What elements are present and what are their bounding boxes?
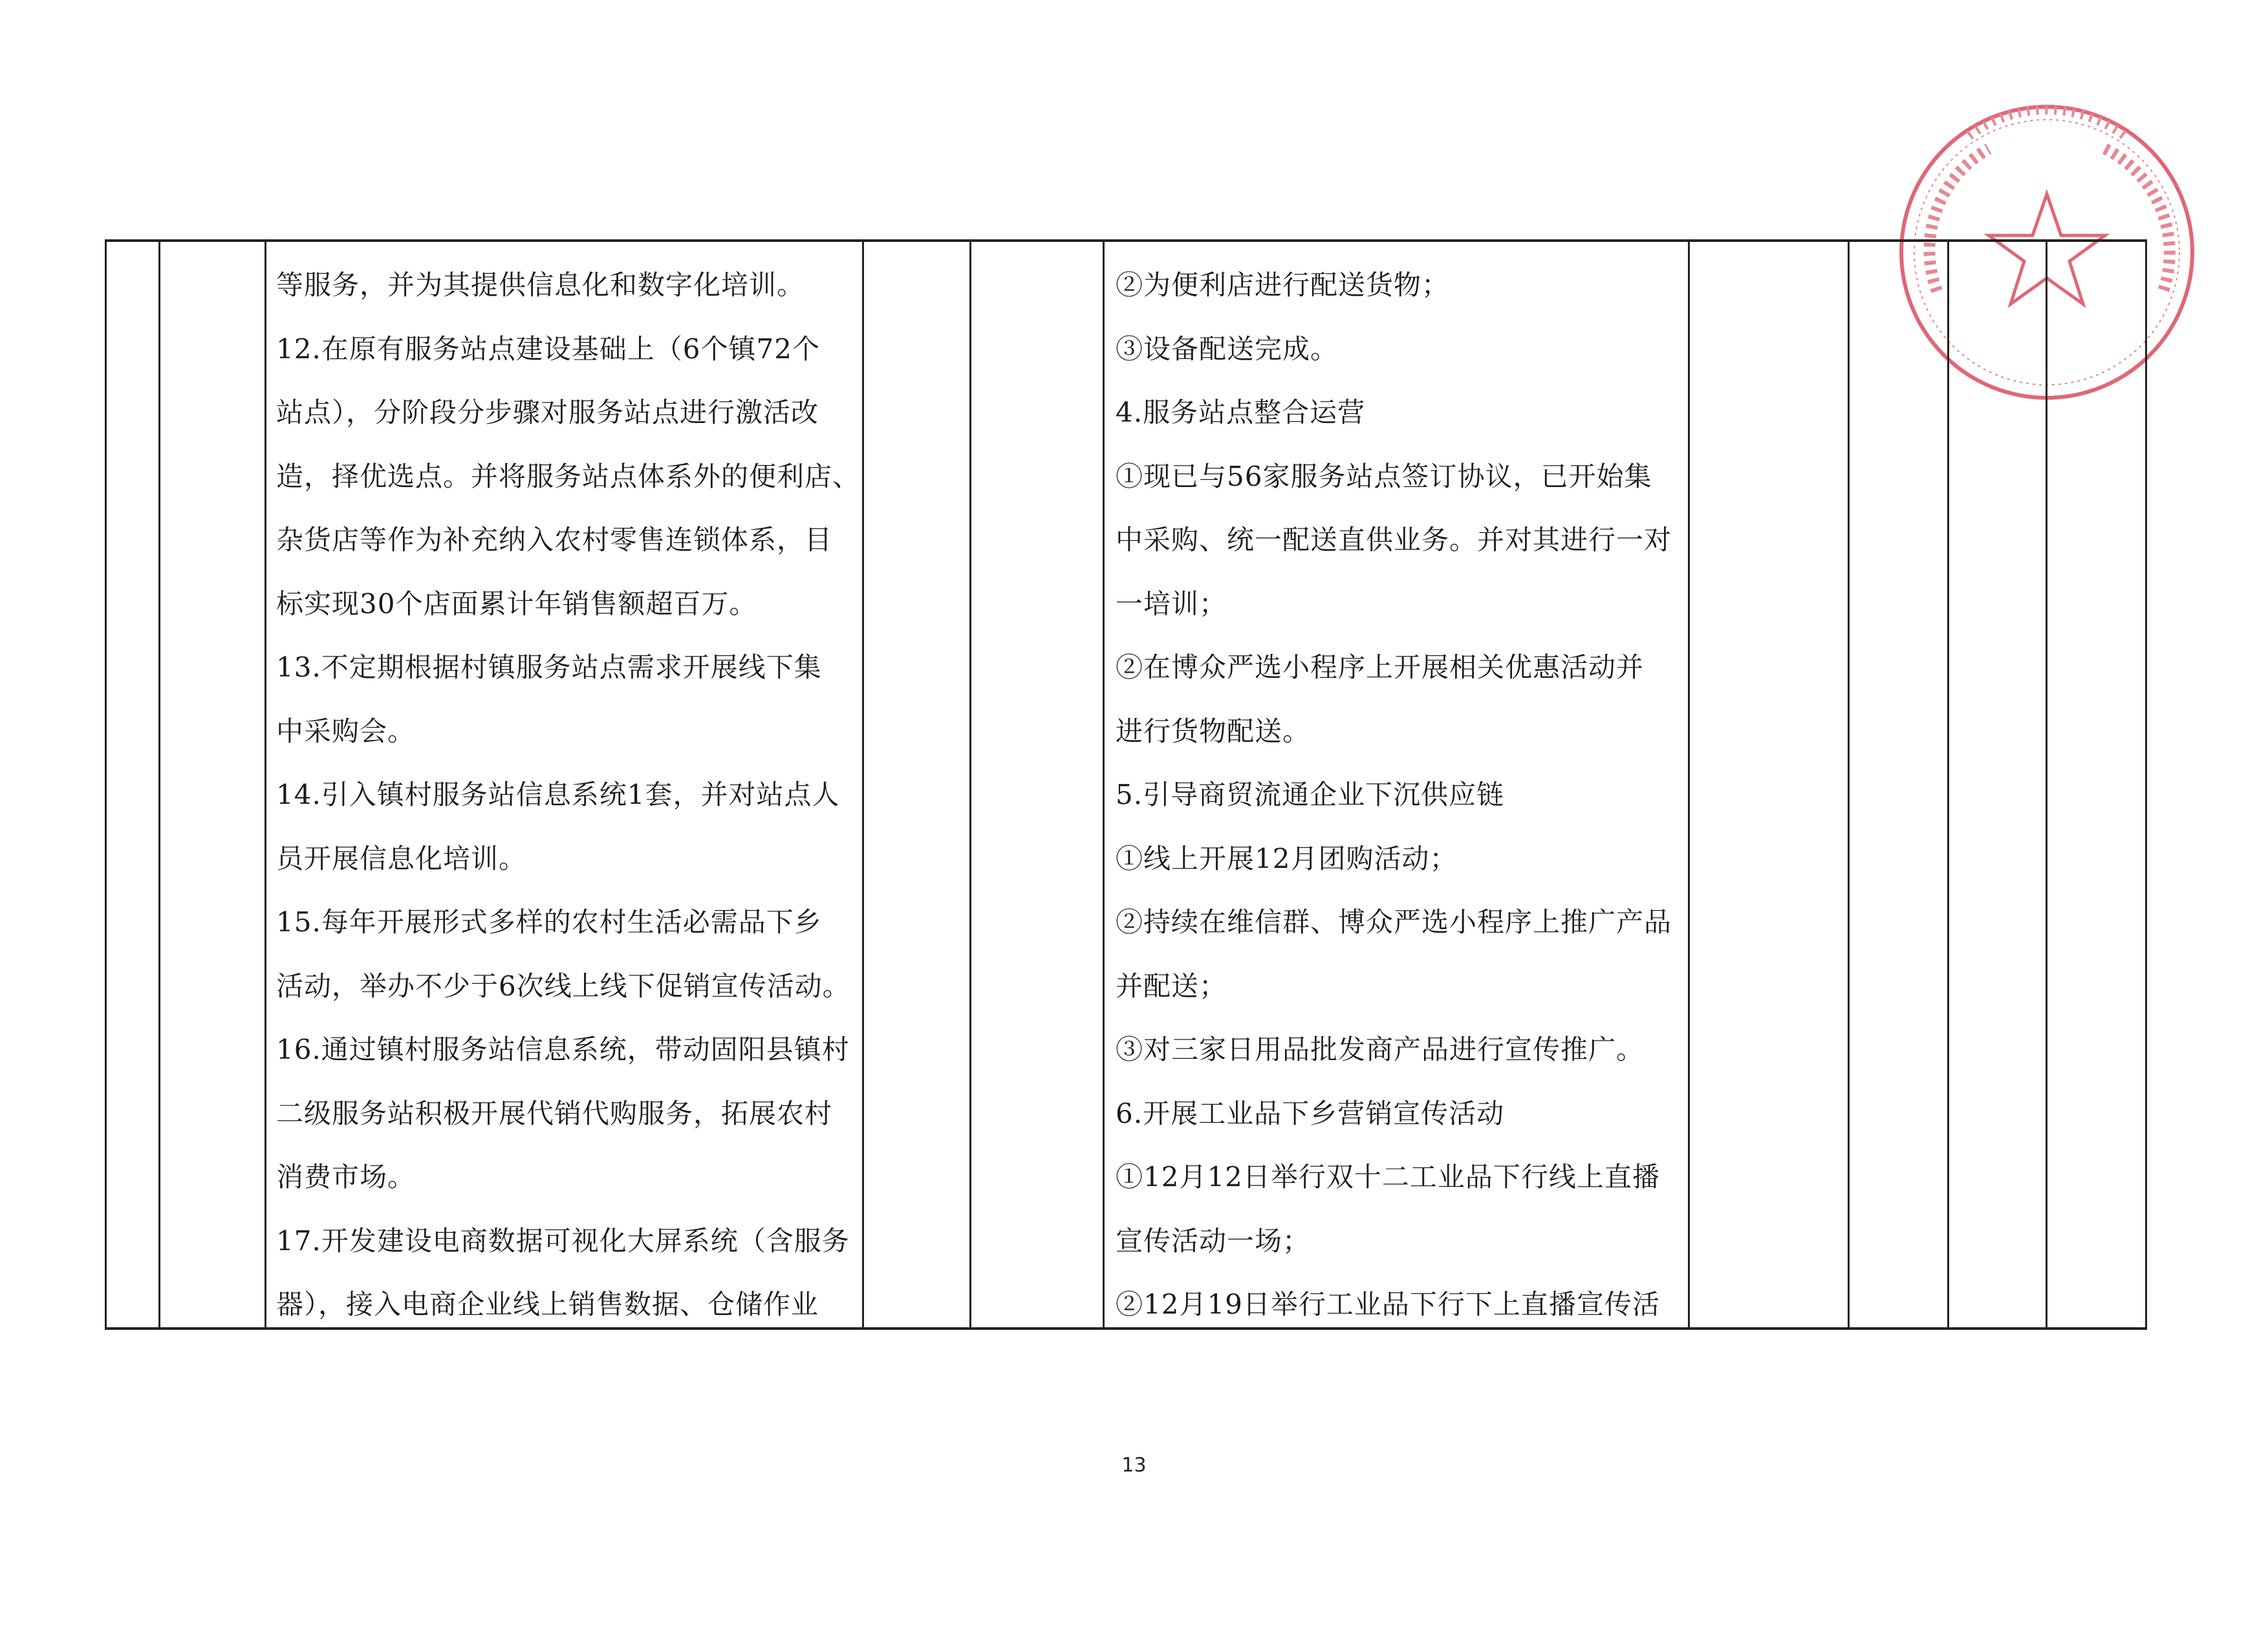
task-text-line: 员开展信息化培训。 <box>276 842 527 874</box>
progress-text-line: ②为便利店进行配送货物； <box>1116 269 1450 301</box>
task-content-cell <box>276 254 860 1337</box>
progress-text-line: 宣传活动一场； <box>1116 1224 1311 1257</box>
column-divider <box>1688 242 1690 1327</box>
progress-text-line: ①线上开展12月团购活动； <box>1116 842 1458 874</box>
column-divider <box>969 242 971 1327</box>
progress-text-line: ②持续在维信群、博众严选小程序上推广产品 <box>1116 906 1672 938</box>
page-number: 13 <box>1121 1454 1147 1477</box>
column-divider <box>1848 242 1850 1327</box>
task-text-line: 二级服务站积极开展代销代购服务，拓展农村 <box>276 1097 833 1129</box>
task-text-line: 杂货店等作为补充纳入农村零售连锁体系，目 <box>276 524 833 556</box>
progress-text-line: 中采购、统一配送直供业务。并对其进行一对 <box>1116 524 1672 556</box>
task-text-line: 等服务，并为其提供信息化和数字化培训。 <box>276 269 805 301</box>
progress-text-line: 并配送； <box>1116 970 1227 1002</box>
progress-text-line: 4.服务站点整合运营 <box>1116 396 1366 428</box>
progress-content-cell <box>1116 254 1672 1337</box>
progress-text-line: ②在博众严选小程序上开展相关优惠活动并 <box>1116 651 1645 683</box>
task-text-line: 15.每年开展形式多样的农村生活必需品下乡 <box>276 906 822 938</box>
task-text-line: 器），接入电商企业线上销售数据、仓储作业 <box>276 1288 819 1320</box>
task-text-line: 13.不定期根据村镇服务站点需求开展线下集 <box>276 651 822 683</box>
column-divider <box>1103 242 1105 1327</box>
column-divider <box>158 242 160 1327</box>
task-text-line: 12.在原有服务站点建设基础上（6个镇72个 <box>276 332 820 365</box>
column-divider <box>265 242 266 1327</box>
task-text-line: 消费市场。 <box>276 1161 416 1193</box>
column-divider <box>1947 242 1949 1327</box>
progress-text-line: 5.引导商贸流通企业下沉供应链 <box>1116 779 1505 810</box>
progress-text-line: ③设备配送完成。 <box>1116 332 1339 365</box>
progress-text-line: 6.开展工业品下乡营销宣传活动 <box>1116 1097 1505 1129</box>
progress-text-line: ③对三家日用品批发商产品进行宣传推广。 <box>1116 1034 1645 1065</box>
task-text-line: 站点），分阶段分步骤对服务站点进行激活改 <box>276 396 819 428</box>
progress-text-line: ①现已与56家服务站点签订协议，已开始集 <box>1116 460 1652 492</box>
plan-table <box>105 239 2147 1330</box>
task-text-line: 14.引入镇村服务站信息系统1套，并对站点人 <box>276 779 840 810</box>
progress-text-line: 进行货物配送。 <box>1116 715 1311 747</box>
progress-text-line: ②12月19日举行工业品下行下上直播宣传活 <box>1116 1288 1660 1320</box>
task-text-line: 标实现30个店面累计年销售额超百万。 <box>276 587 757 620</box>
column-divider <box>862 242 864 1327</box>
progress-text-line: 一培训； <box>1116 587 1227 620</box>
task-text-line: 造，择优选点。并将服务站点体系外的便利店、 <box>276 460 861 492</box>
task-text-line: 16.通过镇村服务站信息系统，带动固阳县镇村 <box>276 1034 850 1065</box>
progress-text-line: ①12月12日举行双十二工业品下行线上直播 <box>1116 1161 1660 1193</box>
task-text-line: 17.开发建设电商数据可视化大屏系统（含服务 <box>276 1224 850 1257</box>
task-text-line: 中采购会。 <box>276 715 416 747</box>
task-text-line: 活动，举办不少于6次线上线下促销宣传活动。 <box>276 970 850 1002</box>
column-divider <box>2046 242 2047 1327</box>
